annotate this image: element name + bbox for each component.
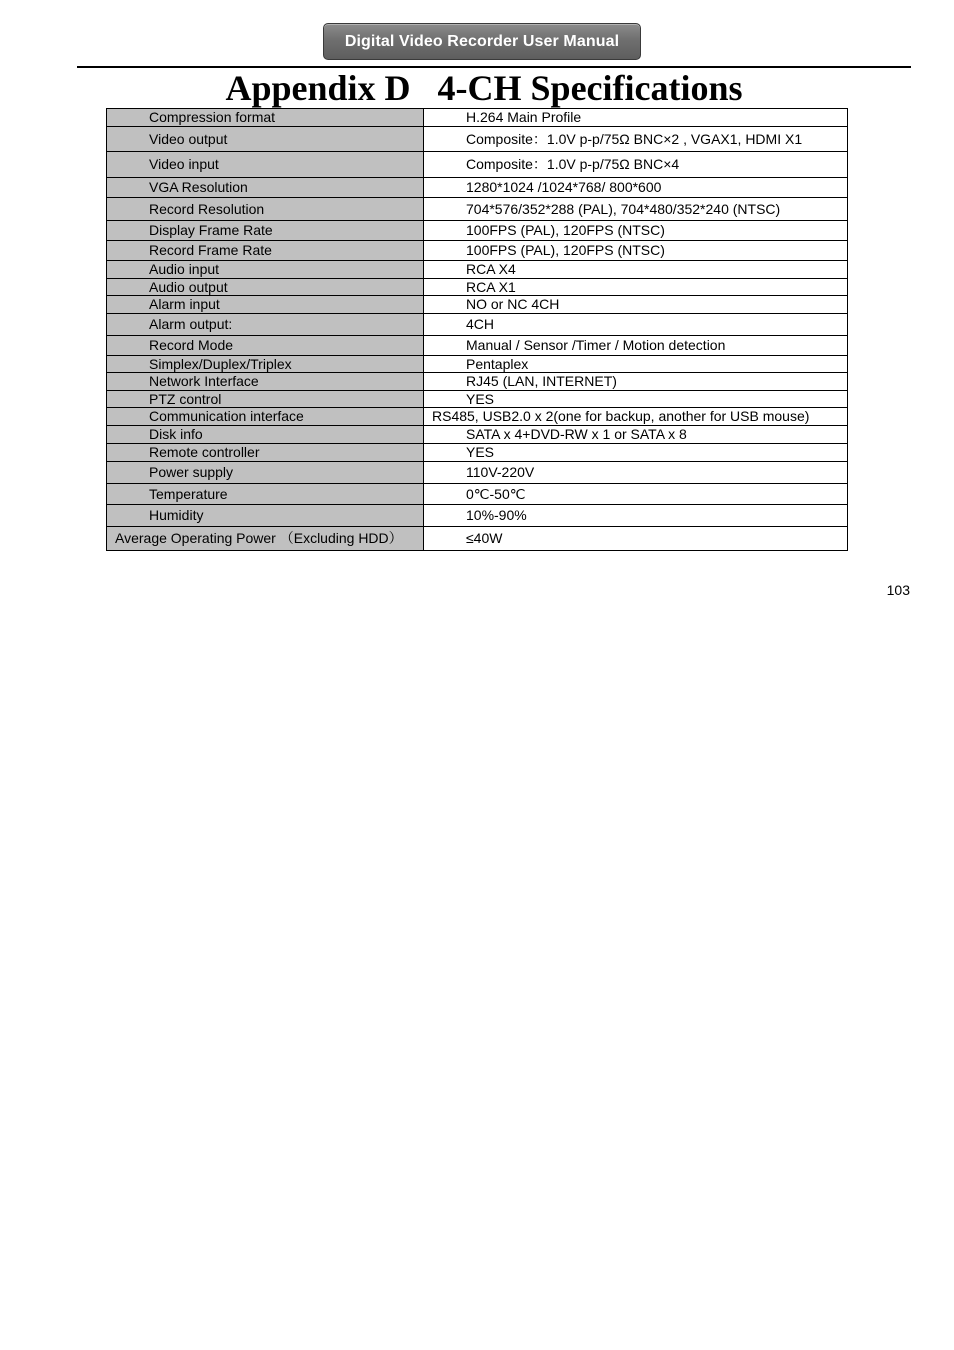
spec-value: RCA X4 xyxy=(424,261,848,279)
spec-value: RJ45 (LAN, INTERNET) xyxy=(424,373,848,391)
spec-row-record-mode xyxy=(107,336,848,356)
manual-header-badge: Digital Video Recorder User Manual xyxy=(323,23,641,60)
spec-value: Composite：1.0V p-p/75Ω BNC×4 xyxy=(424,152,848,178)
spec-value: 100FPS (PAL), 120FPS (NTSC) xyxy=(424,241,848,261)
spec-label: Alarm output: xyxy=(107,314,424,336)
spec-label: Humidity xyxy=(107,505,424,527)
spec-value: 100FPS (PAL), 120FPS (NTSC) xyxy=(424,221,848,241)
spec-value: RCA X1 xyxy=(424,279,848,296)
spec-label: Alarm input xyxy=(107,296,424,314)
spec-value: SATA x 4+DVD-RW x 1 or SATA x 8 xyxy=(424,426,848,444)
spec-row-communication-interface xyxy=(107,408,848,426)
spec-row-remote-controller xyxy=(107,444,848,462)
spec-label: Display Frame Rate xyxy=(107,221,424,241)
spec-label: Compression format xyxy=(107,109,424,127)
spec-value: Composite：1.0V p-p/75Ω BNC×2 , VGAX1, HDMI X1 xyxy=(424,127,848,152)
spec-label: Video input xyxy=(107,152,424,178)
spec-label: Average Operating Power （Excluding HDD） xyxy=(107,527,424,551)
spec-value: YES xyxy=(424,391,848,408)
spec-row-network-interface xyxy=(107,373,848,391)
spec-row-vga-resolution xyxy=(107,178,848,198)
spec-row-audio-input xyxy=(107,261,848,279)
spec-value: 110V-220V xyxy=(424,462,848,484)
spec-label: Power supply xyxy=(107,462,424,484)
spec-row-display-frame-rate xyxy=(107,221,848,241)
spec-label: Record Mode xyxy=(107,336,424,356)
spec-label: Remote controller xyxy=(107,444,424,462)
spec-label: PTZ control xyxy=(107,391,424,408)
spec-label: Audio input xyxy=(107,261,424,279)
spec-label: Video output xyxy=(107,127,424,152)
spec-value: YES xyxy=(424,444,848,462)
spec-label: Disk info xyxy=(107,426,424,444)
spec-value: H.264 Main Profile xyxy=(424,109,848,127)
spec-row-disk-info xyxy=(107,426,848,444)
spec-row-power-supply xyxy=(107,462,848,484)
spec-row-audio-output xyxy=(107,279,848,296)
spec-row-alarm-output xyxy=(107,314,848,336)
spec-row-record-resolution xyxy=(107,198,848,221)
spec-label: Record Frame Rate xyxy=(107,241,424,261)
spec-row-ptz-control xyxy=(107,391,848,408)
spec-value: Manual / Sensor /Timer / Motion detection xyxy=(424,336,848,356)
spec-row-humidity xyxy=(107,505,848,527)
spec-label: Simplex/Duplex/Triplex xyxy=(107,356,424,373)
spec-value: 4CH xyxy=(424,314,848,336)
spec-row-alarm-input xyxy=(107,296,848,314)
spec-label: Temperature xyxy=(107,484,424,505)
spec-row-temperature xyxy=(107,484,848,505)
spec-value: ≤40W xyxy=(424,527,848,551)
page-title: Appendix D 4-CH Specifications xyxy=(225,68,743,108)
spec-value: Pentaplex xyxy=(424,356,848,373)
spec-label: VGA Resolution xyxy=(107,178,424,198)
spec-row-video-output xyxy=(107,127,848,152)
spec-row-simplex-duplex-triplex xyxy=(107,356,848,373)
spec-value: 0℃-50℃ xyxy=(424,484,848,505)
spec-value: 704*576/352*288 (PAL), 704*480/352*240 (NTSC) xyxy=(424,198,848,221)
spec-row-video-input xyxy=(107,152,848,178)
spec-value: 1280*1024 /1024*768/ 800*600 xyxy=(424,178,848,198)
spec-label: Record Resolution xyxy=(107,198,424,221)
spec-value: 10%-90% xyxy=(424,505,848,527)
spec-row-average-operating-power xyxy=(107,527,848,551)
spec-label: Network Interface xyxy=(107,373,424,391)
spec-row-compression-format xyxy=(107,109,848,127)
spec-value: NO or NC 4CH xyxy=(424,296,848,314)
specifications-table xyxy=(106,108,848,551)
spec-label: Communication interface xyxy=(107,408,424,426)
spec-value: RS485, USB2.0 x 2(one for backup, another for USB mouse) xyxy=(424,408,848,426)
spec-label: Audio output xyxy=(107,279,424,296)
page-number: 103 xyxy=(886,582,910,598)
spec-row-record-frame-rate xyxy=(107,241,848,261)
